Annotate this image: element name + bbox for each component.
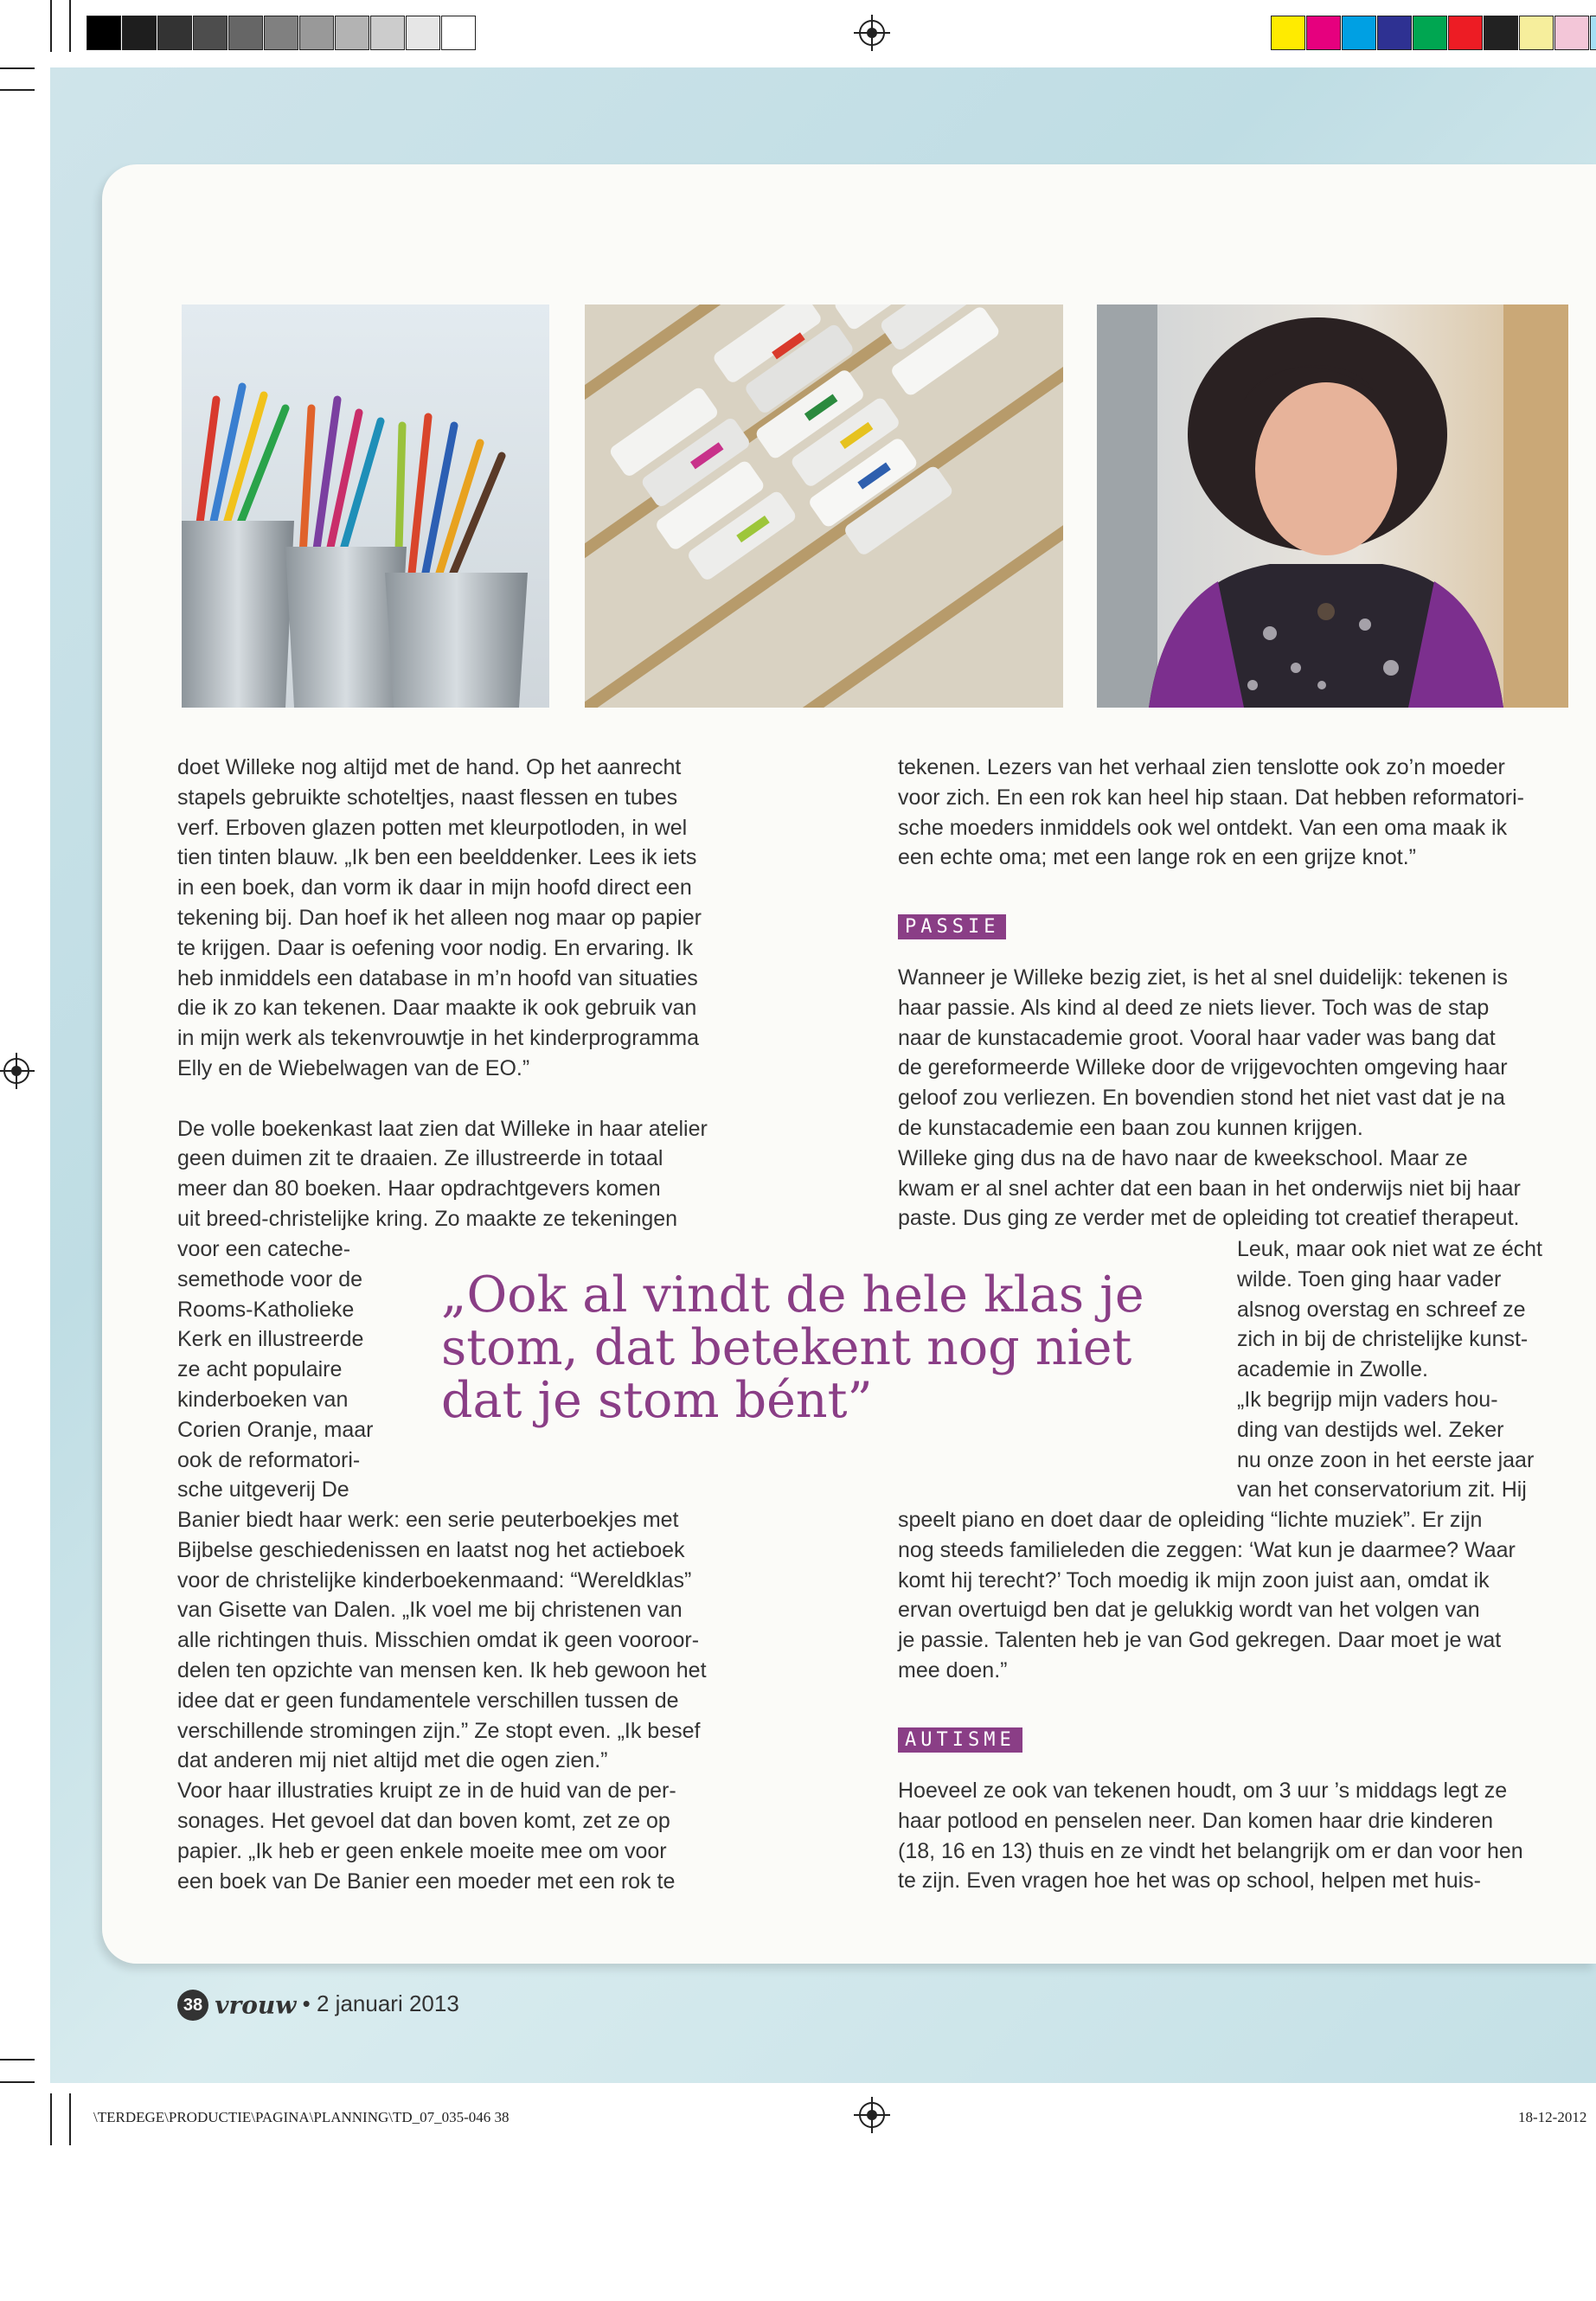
text-line: verschillende stromingen zijn.” Ze stopt even. „Ik besef xyxy=(177,1718,701,1743)
text-line: De volle boekenkast laat zien dat Willeke in haar atelier xyxy=(177,1116,708,1141)
text-line: meer dan 80 boeken. Haar opdrachtgevers komen xyxy=(177,1176,661,1202)
footer-separator: • xyxy=(302,1990,311,2016)
color-swatch xyxy=(1342,16,1376,50)
text-line: de kunstacademie een baan zou kunnen krijgen. xyxy=(898,1115,1363,1140)
paint-tubes-photo xyxy=(585,304,1063,708)
page-footer xyxy=(177,1990,459,2021)
text-line: Bijbelse geschiedenissen en laatst nog het actieboek xyxy=(177,1537,685,1562)
gray-swatch xyxy=(87,16,121,50)
slug-date: 18-12-2012 xyxy=(1518,2109,1587,2125)
text-line: Hoeveel ze ook van tekenen houdt, om 3 uur ’s middags legt ze xyxy=(898,1779,1508,1803)
text-line: sche moeders inmiddels ook wel ontdekt. Van een oma maak ik xyxy=(898,815,1508,840)
text-line: in mijn werk als tekenvrouwtje in het kinderprogramma xyxy=(177,1026,700,1051)
gray-swatch xyxy=(122,16,157,50)
text-line: academie in Zwolle. xyxy=(1237,1357,1428,1382)
text-line: tien tinten blauw. „Ik ben een beelddenker. Lees ik iets xyxy=(177,845,697,870)
text-line: ook de reformatori- xyxy=(177,1447,361,1472)
pull-quote-line-1: „Ook al vindt de hele klas je xyxy=(441,1266,1144,1324)
text-line: nu onze zoon in het eerste jaar xyxy=(1237,1447,1535,1472)
text-line: te zijn. Even vragen hoe het was op school, helpen met huis- xyxy=(898,1868,1482,1894)
text-line: een boek van De Banier een moeder met een rok te xyxy=(177,1868,676,1894)
text-line: kinderboeken van xyxy=(177,1387,349,1412)
text-line: haar passie. Als kind al deed ze niets liever. Toch was de stap xyxy=(898,995,1490,1020)
pull-quote-line-3: dat je stom bént” xyxy=(441,1372,873,1429)
text-line: Corien Oranje, maar xyxy=(177,1417,374,1442)
column-2-top xyxy=(898,753,1581,873)
text-line: sonages. Het gevoel dat dan boven komt, zet ze op xyxy=(177,1808,670,1833)
text-line: van Gisette van Dalen. „Ik voel me bij christenen van xyxy=(177,1598,683,1623)
registration-mark-top xyxy=(859,20,885,46)
text-line: tekening bij. Dan hoef ik het alleen nog maar op papier xyxy=(177,905,702,930)
color-swatch xyxy=(1554,16,1589,50)
gray-swatch xyxy=(228,16,263,50)
issue-date: 2 januari 2013 xyxy=(316,1990,459,2016)
text-line: zich in bij de christelijke kunst- xyxy=(1237,1327,1529,1352)
text-line: papier. „Ik heb er geen enkele moeite mee om voor xyxy=(177,1838,667,1863)
text-line: de gereformeerde Willeke door de vrijgevochten omgeving haar xyxy=(898,1055,1508,1080)
text-line: doet Willeke nog altijd met de hand. Op het aanrecht xyxy=(177,755,682,779)
column-1-top xyxy=(177,753,757,1234)
text-line: Rooms-Katholieke xyxy=(177,1297,355,1322)
pull-quote xyxy=(441,1266,1185,1429)
text-line: speelt piano en doet daar de opleiding “lichte muziek”. Er zijn xyxy=(898,1508,1483,1532)
column-1-narrow xyxy=(177,1234,402,1505)
column-2-bottom xyxy=(898,1505,1581,1686)
gray-swatch xyxy=(370,16,405,50)
text-line: verf. Erboven glazen potten met kleurpotloden, in wel xyxy=(177,815,688,840)
text-line: voor zich. En een rok kan heel hip staan. Dat hebben reformatori- xyxy=(898,785,1525,810)
section-label-autisme xyxy=(898,1727,1022,1753)
color-swatch xyxy=(1484,16,1518,50)
gray-swatch xyxy=(264,16,298,50)
text-line: naar de kunstacademie groot. Vooral haar vader was bang dat xyxy=(898,1025,1496,1050)
text-line: Leuk, maar ook niet wat ze écht xyxy=(1237,1237,1542,1261)
text-line: heb inmiddels een database in m’n hoofd van situaties xyxy=(177,965,698,990)
portrait-photo xyxy=(1097,304,1568,708)
text-line: ding van destijds wel. Zeker xyxy=(1237,1417,1504,1442)
text-line: nog steeds familieleden die zeggen: ‘Wat kun je daarmee? Waar xyxy=(898,1537,1516,1562)
text-line: haar potlood en penselen neer. Dan komen haar drie kinderen xyxy=(898,1808,1493,1833)
color-swatch xyxy=(1519,16,1554,50)
text-line: Banier biedt haar werk: een serie peuterboekjes met xyxy=(177,1508,679,1532)
text-line: je passie. Talenten heb je van God gekregen. Daar moet je wat xyxy=(898,1628,1502,1653)
text-line: kwam er al snel achter dat een baan in het onderwijs niet bij haar xyxy=(898,1176,1521,1201)
text-line: komt hij terecht?’ Toch moedig ik mijn zoon juist aan, omdat ik xyxy=(898,1567,1490,1593)
text-line: in een boek, dan vorm ik daar in mijn hoofd direct een xyxy=(177,875,692,901)
text-line: Voor haar illustraties kruipt ze in de huid van de per- xyxy=(177,1779,676,1804)
gray-swatch xyxy=(335,16,369,50)
color-swatch xyxy=(1448,16,1483,50)
text-line: idee dat er geen fundamentele verschillen tussen de xyxy=(177,1688,679,1713)
text-line: „Ik begrijp mijn vaders hou- xyxy=(1237,1387,1498,1412)
text-line: sche uitgeverij De xyxy=(177,1477,349,1503)
text-line: wilde. Toen ging haar vader xyxy=(1237,1266,1502,1292)
gray-swatch xyxy=(193,16,228,50)
text-line: Wanneer je Willeke bezig ziet, is het al snel duidelijk: tekenen is xyxy=(898,965,1508,990)
text-line: alle richtingen thuis. Misschien omdat ik geen vooroor- xyxy=(177,1628,700,1653)
text-line: tekenen. Lezers van het verhaal zien tenslotte ook zo’n moeder xyxy=(898,755,1505,779)
text-line: mee doen.” xyxy=(898,1657,1008,1682)
text-line: geloof zou verliezen. En bovendien stond het niet vast dat je na xyxy=(898,1086,1505,1111)
color-swatch xyxy=(1413,16,1447,50)
text-line: te krijgen. Daar is oefening voor nodig. En ervaring. Ik xyxy=(177,935,694,960)
page-number: 38 xyxy=(177,1990,208,2021)
text-line: Willeke ging dus na de havo naar de kweekschool. Maar ze xyxy=(898,1145,1468,1170)
pull-quote-line-2: stom, dat betekent nog niet xyxy=(441,1319,1132,1376)
slug-path: \TERDEGE\PRODUCTIE\PAGINA\PLANNING\TD_07_035-046 38 xyxy=(93,2109,510,2125)
passie-label: PASSIE xyxy=(898,914,1006,939)
text-line: delen ten opzichte van mensen ken. Ik heb gewoon het xyxy=(177,1657,707,1682)
column-2-autisme xyxy=(898,1776,1581,1896)
column-2-narrow xyxy=(1237,1234,1583,1505)
colored-pencils-photo xyxy=(182,304,549,708)
text-line: van het conservatorium zit. Hij xyxy=(1237,1477,1527,1503)
color-swatch xyxy=(1590,16,1596,50)
text-line: alsnog overstag en schreef ze xyxy=(1237,1297,1526,1322)
text-line: semethode voor de xyxy=(177,1266,363,1292)
autisme-label: AUTISME xyxy=(898,1727,1022,1753)
text-line: ze acht populaire xyxy=(177,1357,343,1382)
gray-swatch xyxy=(299,16,334,50)
text-line: geen duimen zit te draaien. Ze illustreerde in totaal xyxy=(177,1146,663,1171)
color-swatch xyxy=(1271,16,1305,50)
text-line: dat anderen mij niet altijd met die ogen zien.” xyxy=(177,1748,608,1773)
text-line: die ik zo kan tekenen. Daar maakte ik ook gebruik van xyxy=(177,996,697,1021)
text-line: ervan overtuigd ben dat je gelukkig wordt van het volgen van xyxy=(898,1598,1480,1623)
color-swatch xyxy=(1377,16,1412,50)
text-line: Kerk en illustreerde xyxy=(177,1327,364,1352)
text-line: paste. Dus ging ze verder met de opleiding tot creatief therapeut. xyxy=(898,1206,1520,1231)
gray-swatch xyxy=(157,16,192,50)
registration-mark-bottom xyxy=(859,2102,885,2128)
column-1-bottom xyxy=(177,1505,757,1896)
text-line: uit breed-christelijke kring. Zo maakte ze tekeningen xyxy=(177,1206,678,1231)
text-line: stapels gebruikte schoteltjes, naast flessen en tubes xyxy=(177,785,678,810)
text-line: Elly en de Wiebelwagen van de EO.” xyxy=(177,1055,530,1080)
text-line xyxy=(177,1084,757,1114)
text-line: voor een cateche- xyxy=(177,1237,351,1261)
column-2-passie xyxy=(898,963,1581,1234)
section-label-passie xyxy=(898,914,1006,939)
gray-swatch xyxy=(406,16,440,50)
text-line: (18, 16 en 13) thuis en ze vindt het belangrijk om er dan voor hen xyxy=(898,1838,1523,1863)
gray-swatch xyxy=(441,16,476,50)
color-swatch xyxy=(1306,16,1341,50)
text-line: een echte oma; met een lange rok en een grijze knot.” xyxy=(898,845,1416,870)
text-line: voor de christelijke kinderboekenmaand: “Wereldklas” xyxy=(177,1567,692,1593)
magazine-logo: vrouw xyxy=(215,1990,297,2020)
registration-mark-left xyxy=(3,1058,29,1084)
